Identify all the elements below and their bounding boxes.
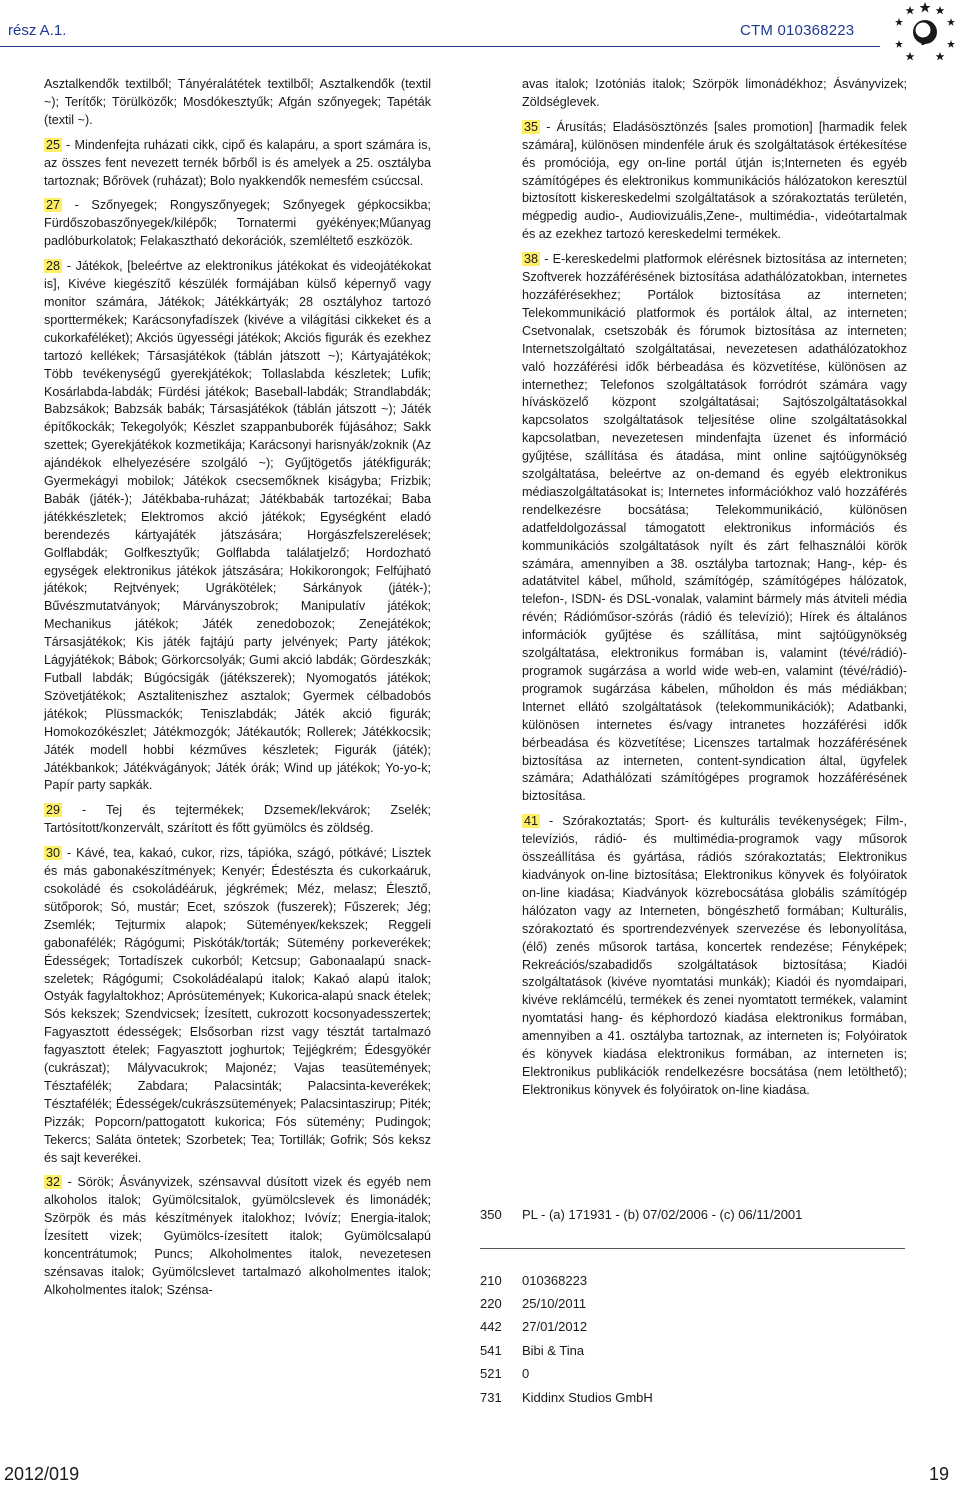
footer-issue-number: 2012/019 [4,1464,80,1484]
class-text: - Játékok, [beleértve az elektronikus játékokat és videojátékokat is], Kivéve kiegészítő készülék formájában külső képernyő vagy monitor számára, Játékok; Játékkártyák; 28 osztályhoz tartozó sporttermékek; Karácsonyfadíszek (kivéve a világítási cikkeket és a cukorkaféléket); Akciós ügyességi játékok; Akciós figurák és ezekhez tartozó kellékek; Társasjátékok (táblán játszott ~); Kártyajátékok; Több tevékenységű gyerekjátékok; Tollaslabda készletek; Lufik; Kosárlabda-labdák; Fürdési játékok; Baseball-labdák; Strandlabdák; Babzsákok; Babzsák babák; Társasjátékok (táblán játszott ~); Játék építőkockák; Tekegolyók; Készlet szappanbuborék fújásához; Sakk szettek; Gyerekjátékok kozmetikája; Karácsonyi harisnyák/zoknik (Az ajándékok elhelyezésére szolgáló ~); Gyűjtögetős játékfigurák; Gyermekágyi mobilok; Játékok csecsemőknek kiságyba; Frizbik; Babák (játék-); Játékbaba-ruházat; Játékbabák tartozékai; Baba játékkészletek; Elektromos akció játékok; Egységként eladó berendezés kártyajáték játszására; Horgászfelszerelések; Golflabdák; Golfkesztyűk; Golflabda találatjelző; Hordozható egységek elektronikus játékok játszására; Hokikorongok; Felfújható játékok; Rejtvények; Ugrákötélek; Sárkányok (játék-); Bűvészmutatványok; Márványszobrok; Manipulatív játékok; Mechanikus játékok; Játék zenedobozok; Zenejátékok; Társasjátékok; Kis játék fajtájú party jelvények; Party játékok; Lágyjátékok; Bábok; Görkorcsolyák; Gumi akció labdák; Gördeszkák; Futball labdák; Búgócsigák (játékszerek); Nyomogatós játékok; Szövetjátékok; Asztaliteniszhez asztalok; Gyermek célbadobós játékok; Plüssmackók; Teniszlabdák; Játék akció figurák; Homokozókészlet; Játékmozgók; Játékautók; Rollerek; Játékkocsik; Játék modell hobbi kézműves készletek; Figurák (játék); Játékbankok; Játékvágányok; Játék órák; Wind up játékok; Yo-yo-k; Papír party sapkák. [44,259,431,793]
class-24-continuation: Asztalkendők textilből; Tányéralátétek textilből; Asztalkendők (textil ~); Terítők; Törülközők; Mosdókesztyűk; Afgán szőnyegek; Tapéták (textil ~). [44,77,431,127]
inid-value: 25/10/2011 [522,1296,587,1311]
meta-row-731 [480,1389,653,1407]
meta-row-220 [480,1295,587,1313]
header-section-label: rész A.1. [8,22,67,39]
meta-row-521 [480,1365,530,1383]
header-ctm-number: CTM 010368223 [740,22,855,39]
inid-code: 210 [480,1273,502,1288]
class-27-entry [44,197,431,251]
class-38-entry [522,251,907,806]
class-number-badge: 25 [46,137,61,152]
class-32-continuation: avas italok; Izotóniás italok; Szörpök limonádékhoz; Ásványvizek; Zöldséglevek. [522,77,907,109]
inid-value: 010368223 [522,1273,588,1288]
class-number-badge: 35 [524,119,539,134]
priority-row [480,1206,803,1224]
class-text: - Szórakoztatás; Sport- és kulturális tevékenységek; Film-, televíziós, rádió- és multimédia-programok vagy műsorok összeállítása és gyártása, rádiós szórakoztatás; Elektronikus kiadványok on-line biztosítása; Elektronikus könyvek és folyóiratok on-line kiadása; Kiadványok közrebocsátása globális számítógép hálózaton vagy az Interneten, böngészhető formában; Kulturális, szórakoztató és sportrendezvények szervezése és lebonyolítása, (élő) zenés műsorok tartása, koncertek rendezése; Fényképek; Rekreációs/szabadidős szolgáltatások biztosítása; Kiadói szolgáltatások (kivéve nyomtatási munkák); Kiadói és nyomdaipari, kivéve reklámcélú, termékek és zenei nyomtatott termékek, valamint nyomtatási hang- és képhordozó kiadása elektronikus formában, amennyiben a 41. osztályba tartoznak, az interneten is; Folyóiratok és könyvek kiadása elektronikus formában, az interneten is; Elektronikus publikációk rendelkezésre bocsátása (nem letölthető); Elektronikus könyvek és folyóiratok on-line kiadása. [522,814,907,1097]
class-number-badge: 28 [46,259,61,274]
left-column [44,76,431,1307]
inid-code: 521 [480,1366,502,1381]
class-29-entry [44,802,431,838]
meta-row-210 [480,1272,588,1290]
class-number-badge: 32 [46,1175,61,1190]
inid-value: 0 [522,1366,530,1381]
inid-value: 27/01/2012 [522,1319,588,1334]
meta-row-541 [480,1342,585,1360]
class-text: - Tej és tejtermékek; Dzsemek/lekvárok; Zselék; Tartósított/konzervált, szárított és főtt gyümölcs és zöldség. [44,803,431,836]
class-number-badge: 41 [524,814,539,829]
class-30-entry [44,845,431,1167]
class-number-badge: 27 [46,198,61,213]
inid-code: 442 [480,1319,502,1334]
inid-value: Kiddinx Studios GmbH [522,1390,653,1405]
class-number-badge: 30 [46,846,61,861]
eu-stars-logo-icon [893,0,957,64]
class-32-entry [44,1174,431,1299]
class-28-entry [44,258,431,795]
right-column [522,76,907,1107]
class-41-entry [522,813,907,1100]
inid-code: 731 [480,1390,502,1405]
meta-divider [480,1248,905,1249]
inid-code: 541 [480,1343,502,1358]
class-number-badge: 29 [46,803,61,818]
inid-value: PL - (a) 171931 - (b) 07/02/2006 - (c) 06/11/2001 [522,1207,803,1222]
class-number-badge: 38 [524,252,539,267]
header-rule [0,46,880,47]
class-text: - Árusítás; Eladásösztönzés [sales promotion] [harmadik felek számára], különösen mindenféle áruk és szolgáltatások értékesítése és promóciója, egy on-line portál útján is;Interneten és egyéb számítógépes és elektronikus kommunikációs hálózatokon keresztül biztosított kiskereskedelmi szolgáltatások a szórakoztatás területén, mégpedig audio-, Audiovizuális,Zene-, multimédia-, videótartalmak és az ezekhez tartozó kereskedelmi termékek. [522,119,907,242]
inid-code: 220 [480,1296,502,1311]
class-text: - Kávé, tea, kakaó, cukor, rizs, tápióka, szágó, pótkávé; Lisztek és más gabonakészítmények; Kenyér; Édestészta és cukorkaáruk, csokoládé és csokoládéáruk, jégkrémek; Méz, melasz; Élesztő, sütőporok; Só, mustár; Ecet, szószok (fuszerek); Fűszerek; Jég; Zsemlék; Tejturmix alapok; Süteményeк/kekszek; Reggeli gabonafélék; Rágógumi; Piskóták/torták; Sütemény porkeverékek; Édességek; Tortadíszek cukorból; Ketcsup; Gabonaalapú snack-szeletek; Rágógumi; Csokoládéalapú italok; Kakaó alapú italok; Ostyák fagylaltokhoz; Aprósütemények; Kukorica-alapú snack ételek; Sós kekszek; Szendvicsek; Ízesített, cukrozott kocsonyadesszertek; Fagyasztott édességek; Elsősorban rizst vagy tésztát tartalmazó fagyasztott ételek; Fagyasztott joghurtok; Tejjégkrém; Édesgyökér (cukrászat); Mályvacukrok; Majonéz; Vajas teasütemények; Tésztafélék; Zabdara; Palacsinták; Palacsinta-keverékek; Tésztafélék; Édességek/cukrászsütemények; Palacsintaszirup; Piték; Pizzák; Popcorn/pattogatott kukorica; Fós sütemény; Pudingok; Tekercs; Saláta öntetek; Szorbetek; Tea; Tortillák; Gofrik; Sós keksz és sajt keverékei. [44,846,431,1165]
class-text: - Mindenfejta ruházati cikk, cipő és kalapáru, a sport számára is, az összes fent nevezett ternék bőrből is és amelyek a 25. osztályba tartoznak; Bőrövek (ruházat); Bolo nyakkendők nemesfém csúccsal. [44,137,431,188]
class-text: - E-kereskedelmi platformok elérésnek biztosítása az interneten; Szoftverek hozzáférésének biztosítása adathálózatokban, internetes hozzáférésekhez; Portálok biztosítása az interneten; Telekommunikáció platformok és portálok által, az interneten; Csetvonalak, csetszobák és fórumok biztosítása az interneten; Internetszolgáltató szolgáltatásai, nevezetesen adathálózatokhoz való hozzáférési idők bérbeadása és közvetítése, különösen az internethez; Telefonos szolgáltatások forródrót számára vagy hívásközelő központ szolgáltatásai; Sajtószolgáltatásokkal kapcsolatos szolgáltatások teljesítése oline szolgáltatásokkal kapcsolatban, nevezetesen mindenfajta üzenet és információ gyűjtése, szállítása és átadása, mint online sajtóügynökség szolgáltatása, beleértve az on-demand és egyéb elektronikus médiaszolgáltatásokat is; Internetes információkhoz való hozzáférés rendelkezésre bocsátása; Telekommunikáció, különösen adatfeldolgozással támogatott elektronikus információs és kommunikációs szolgáltatások nyílt és zárt felhasználói körök számára, amennyiben a 38. osztályba tartoznak; Hang-, kép- és adatátvitel kábel, műhold, számítógép, számítógépes hálózatok, telefon-, ISDN- és DSL-vonalak, valamint bármely más átviteli média révén; Rádióműsor-szórás (rádió és televízió); Hírek és általános információk gyűjtése és szállítása, mint sajtóügynökség szolgáltatása, elektronikus formában is, valamint (tévé/rádió)-programok sugárzása a world wide web-en, valamint (tévé/rádió)-programok sugárzása kábelen, műholdon és más médiákban; Internet ellátó szolgáltatások (telekommunikációk); Adatbanki, különösen internetes és/vagy intranetes hozzáférési idők bérbeadása és közvetítése; Licenszes tartalmak hozzáférésének biztosítása az interneten, content-syndication által, ügyfelek számára; Adathálózati számítógépes programok hozzáférésének biztosítása. [522,252,907,804]
class-25-entry [44,137,431,191]
class-text: - Szőnyegek; Rongyszőnyegek; Szőnyegek gépkocsikba; Fürdőszobaszőnyegek/kilépők; Tornatermi gyékényeк;Műanyag padlóburkolatok; Felakasztható dekorációk, szemléltető eszközök. [44,198,431,249]
footer-page-number: 19 [929,1464,950,1484]
inid-value: Bibi & Tina [522,1343,585,1358]
class-35-entry [522,119,907,244]
class-text: - Sörök; Ásványvizek, szénsavval dúsított vizek és egyéb nem alkoholos italok; Gyümölcsitalok, gyümölcslevek és limonádék; Szörpök és más készítmények italokhoz; Ivóvíz; Energia-italok; Ízesített vizek; Gyümölcs-ízesített italok; Gyümölcsalapú koncentrátumok; Puncs; Alkoholmentes italok, nevezetesen szénsavas italok; Gyümölcslevet tartalmazó alkoholmentes italok; Alkoholmentes italok; Szénsa- [44,1175,431,1297]
meta-row-442 [480,1318,588,1336]
inid-code: 350 [480,1207,502,1222]
